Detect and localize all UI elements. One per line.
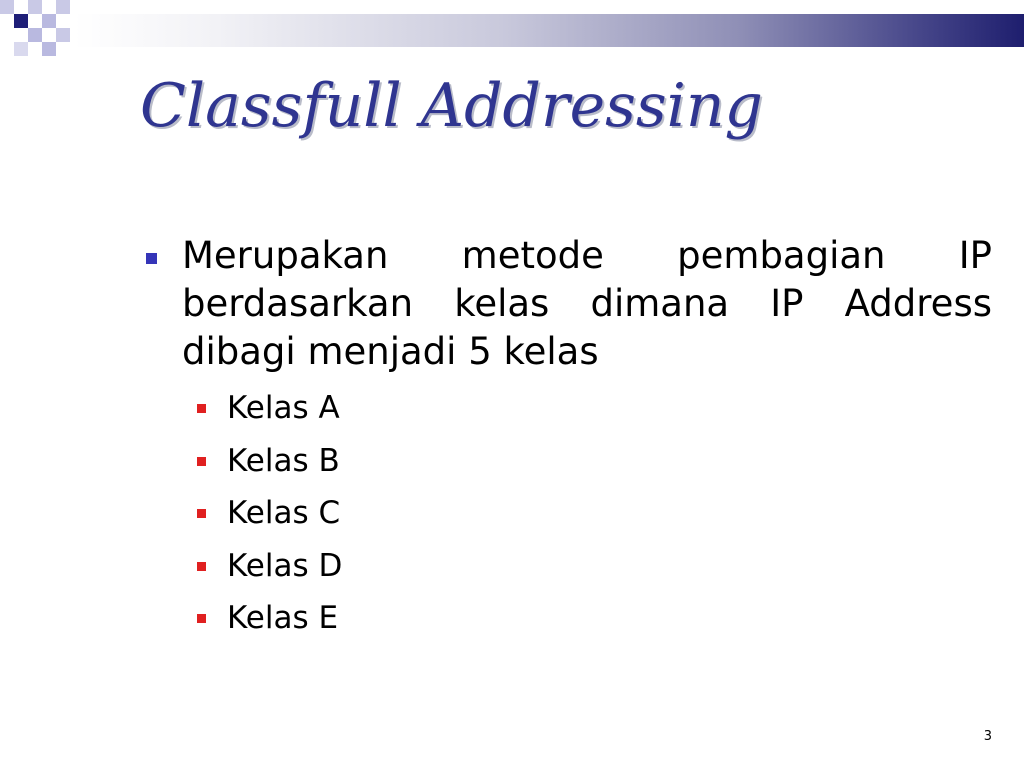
decorative-checker-pattern	[0, 0, 80, 62]
decor-square	[0, 0, 14, 14]
decor-square	[14, 14, 28, 28]
square-bullet-icon	[197, 404, 206, 413]
header-gradient-band	[74, 14, 1024, 47]
main-bullet-text: Merupakan metode pembagian IP berdasarkan kelas dimana IP Address dibagi menjadi 5 kelas	[182, 234, 992, 373]
list-item	[140, 435, 992, 488]
square-bullet-icon	[197, 614, 206, 623]
decor-square	[28, 28, 42, 42]
square-bullet-icon	[197, 562, 206, 571]
sub-bullet-text: Kelas E	[227, 600, 339, 636]
sub-bullet-list	[140, 382, 992, 645]
square-bullet-icon	[197, 457, 206, 466]
sub-bullet-text: Kelas D	[227, 547, 343, 584]
sub-bullet-text: Kelas C	[227, 495, 341, 531]
list-item	[140, 592, 992, 645]
list-item	[140, 382, 992, 435]
main-bullet	[140, 232, 992, 376]
list-item	[140, 487, 992, 540]
decor-square	[28, 0, 42, 14]
decor-square	[56, 0, 70, 14]
square-bullet-icon	[146, 253, 157, 264]
decor-square	[42, 42, 56, 56]
sub-bullet-text: Kelas B	[227, 442, 340, 479]
square-bullet-icon	[197, 509, 206, 518]
decor-square	[56, 28, 70, 42]
decor-square	[14, 42, 28, 56]
decor-square	[42, 14, 56, 28]
list-item	[140, 540, 992, 593]
slide-title: Classfull Addressing	[140, 71, 763, 141]
page-number: 3	[983, 729, 992, 744]
slide-body	[140, 232, 992, 645]
sub-bullet-text: Kelas A	[227, 390, 340, 426]
